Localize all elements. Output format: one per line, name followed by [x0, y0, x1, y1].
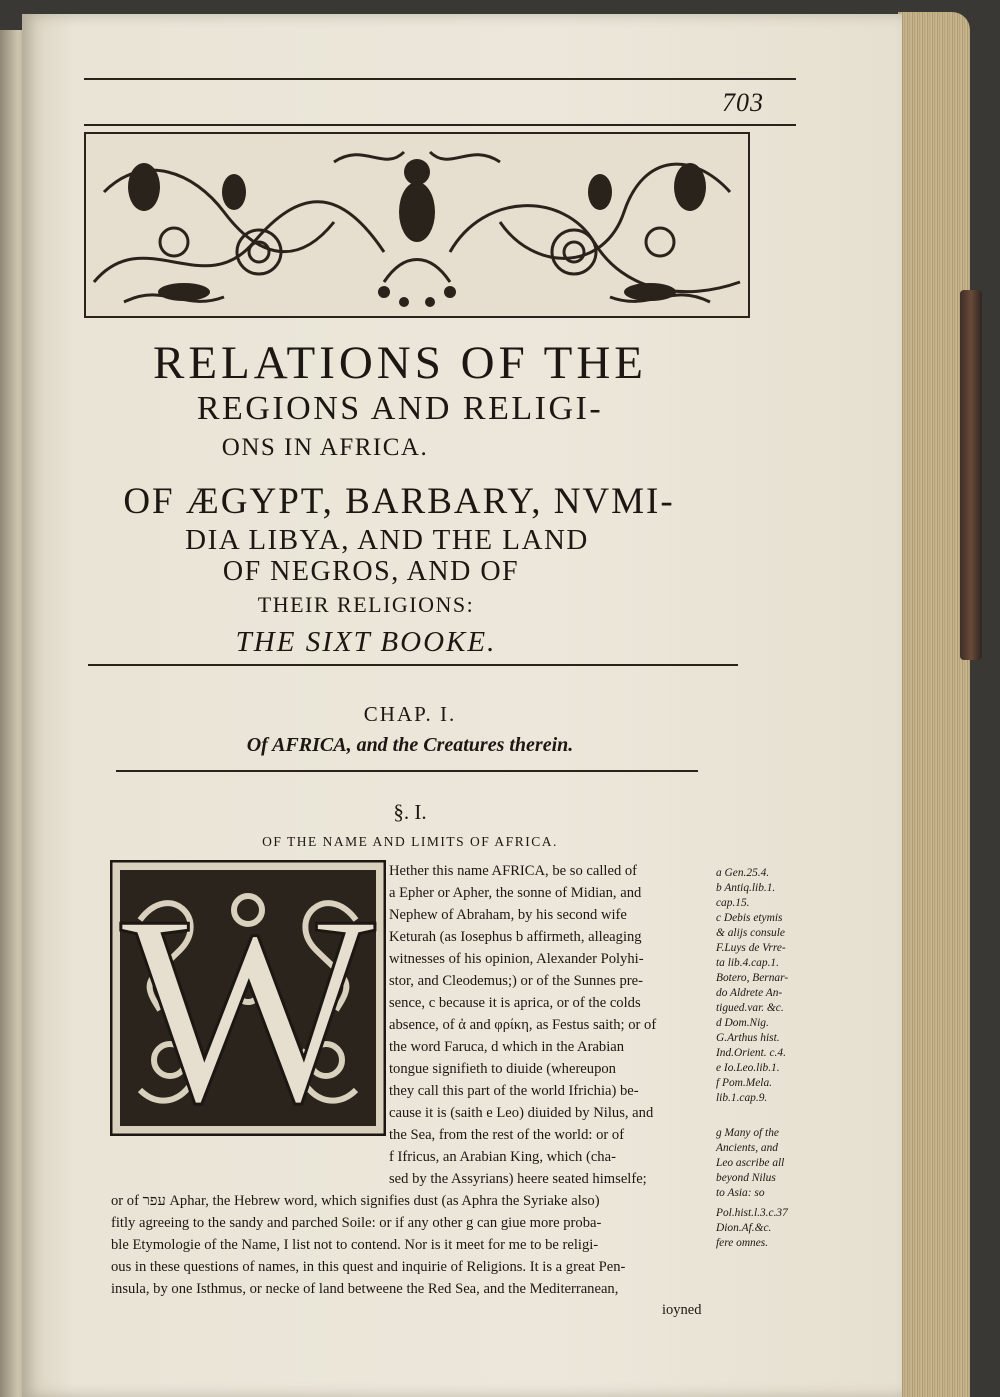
body-line: they call this part of the world Ifrichia) be- [389, 1083, 639, 1099]
header-rule-bottom [84, 124, 796, 126]
header-rule-top [84, 78, 796, 80]
body-line: absence, of ἀ and φρίκη, as Festus saith; or of [389, 1017, 657, 1033]
margin-note: d Dom.Nig. [716, 1017, 769, 1029]
title-line-4: OF ÆGYPT, BARBARY, NVMI- [123, 481, 675, 522]
body-line: cause it is (saith e Leo) diuided by Nilus, and [389, 1105, 654, 1121]
margin-note: e Io.Leo.lib.1. [716, 1062, 780, 1074]
title-line-2: REGIONS AND RELIGI- [196, 390, 604, 427]
page-number: 703 [722, 88, 764, 117]
body-line: fitly agreeing to the sandy and parched Soile: or if any other g can giue more proba- [111, 1215, 602, 1231]
body-line: sed by the Assyrians) heere seated himselfe; [389, 1171, 647, 1187]
margin-note: tigued.var. &c. [716, 1002, 784, 1014]
body-line: or of עפר Aphar, the Hebrew word, which signifies dust (as Aphra the Syriake also) [111, 1193, 600, 1209]
body-line: witnesses of his opinion, Alexander Polyhi- [389, 951, 644, 967]
body-line: insula, by one Isthmus, or necke of land betweene the Red Sea, and the Mediterranean, [111, 1281, 619, 1297]
chapter-subtitle: Of AFRICA, and the Creatures therein. [246, 734, 574, 756]
book-page [22, 14, 902, 1397]
ornamental-headpiece [84, 132, 750, 318]
title-line-6: OF NEGROS, AND OF [222, 556, 520, 587]
margin-note: a Gen.25.4. [716, 867, 770, 879]
body-line: the word Faruca, d which in the Arabian [389, 1039, 625, 1055]
body-line: stor, and Cleodemus;) or of the Sunnes pre- [389, 973, 643, 989]
body-line: ble Etymologie of the Name, I list not to contend. Nor is it meet for me to be religi- [111, 1237, 599, 1253]
body-line: f Ifricus, an Arabian King, which (cha- [389, 1149, 616, 1165]
margin-note: do Aldrete An- [716, 987, 783, 999]
body-line: Keturah (as Iosephus b affirmeth, alleaging [389, 929, 642, 945]
margin-note: Botero, Bernar- [716, 972, 789, 984]
title-line-5: DIA LIBYA, AND THE LAND [185, 524, 589, 556]
margin-note: Pol.hist.l.3.c.37 [716, 1207, 788, 1219]
section-title: OF THE NAME AND LIMITS OF AFRICA. [262, 834, 558, 849]
margin-note: c Debis etymis [716, 912, 783, 924]
margin-note: fere omnes. [716, 1237, 769, 1249]
margin-note: Leo ascribe all [716, 1157, 785, 1169]
body-line: ous in these questions of names, in this quest and inquirie of Religions. It is a great Pen- [111, 1259, 626, 1275]
catchword: ioyned [662, 1302, 702, 1318]
decorated-initial [110, 860, 386, 1136]
margin-note: b Antiq.lib.1. [716, 882, 776, 894]
title-line-7: THEIR RELIGIONS: [257, 592, 475, 617]
margin-note: beyond Nilus [716, 1172, 776, 1184]
body-line: a Epher or Apher, the sonne of Midian, and [389, 885, 642, 901]
margin-note: ta lib.4.cap.1. [716, 957, 779, 969]
margin-note: G.Arthus hist. [716, 1032, 780, 1044]
margin-note: f Pom.Mela. [716, 1077, 772, 1089]
bookmark-ribbon [960, 290, 982, 660]
section-mark: §. I. [393, 800, 427, 824]
book-number: THE SIXT BOOKE. [235, 626, 497, 658]
chapter-heading: CHAP. I. [363, 702, 457, 726]
margin-note: g Many of the [716, 1127, 779, 1139]
margin-note: F.Luys de Vrre- [716, 942, 786, 954]
initial-letter: W [120, 860, 376, 1136]
body-line: tongue signifieth to diuide (whereupon [389, 1061, 616, 1077]
margin-note: Ancients, and [716, 1142, 779, 1154]
body-line: Nephew of Abraham, by his second wife [389, 907, 627, 923]
body-line: sence, c because it is aprica, or of the colds [389, 995, 641, 1011]
margin-note: & alijs consule [716, 927, 785, 939]
page-block-edges [898, 12, 970, 1397]
title-line-1: RELATIONS OF THE [153, 337, 647, 389]
chapter-rule-bottom [116, 770, 698, 772]
margin-note: lib.1.cap.9. [716, 1092, 768, 1104]
body-line: the Sea, from the rest of the world: or of [389, 1127, 625, 1143]
margin-note: Dion.Af.&c. [716, 1222, 772, 1234]
title-line-3: ONS IN AFRICA. [221, 434, 429, 461]
margin-note: to Asia: so [716, 1187, 765, 1199]
margin-note: Ind.Orient. c.4. [716, 1047, 786, 1059]
margin-note: cap.15. [716, 897, 750, 909]
body-line: Hether this name AFRICA, be so called of [389, 863, 638, 879]
chapter-rule-top [88, 664, 738, 666]
